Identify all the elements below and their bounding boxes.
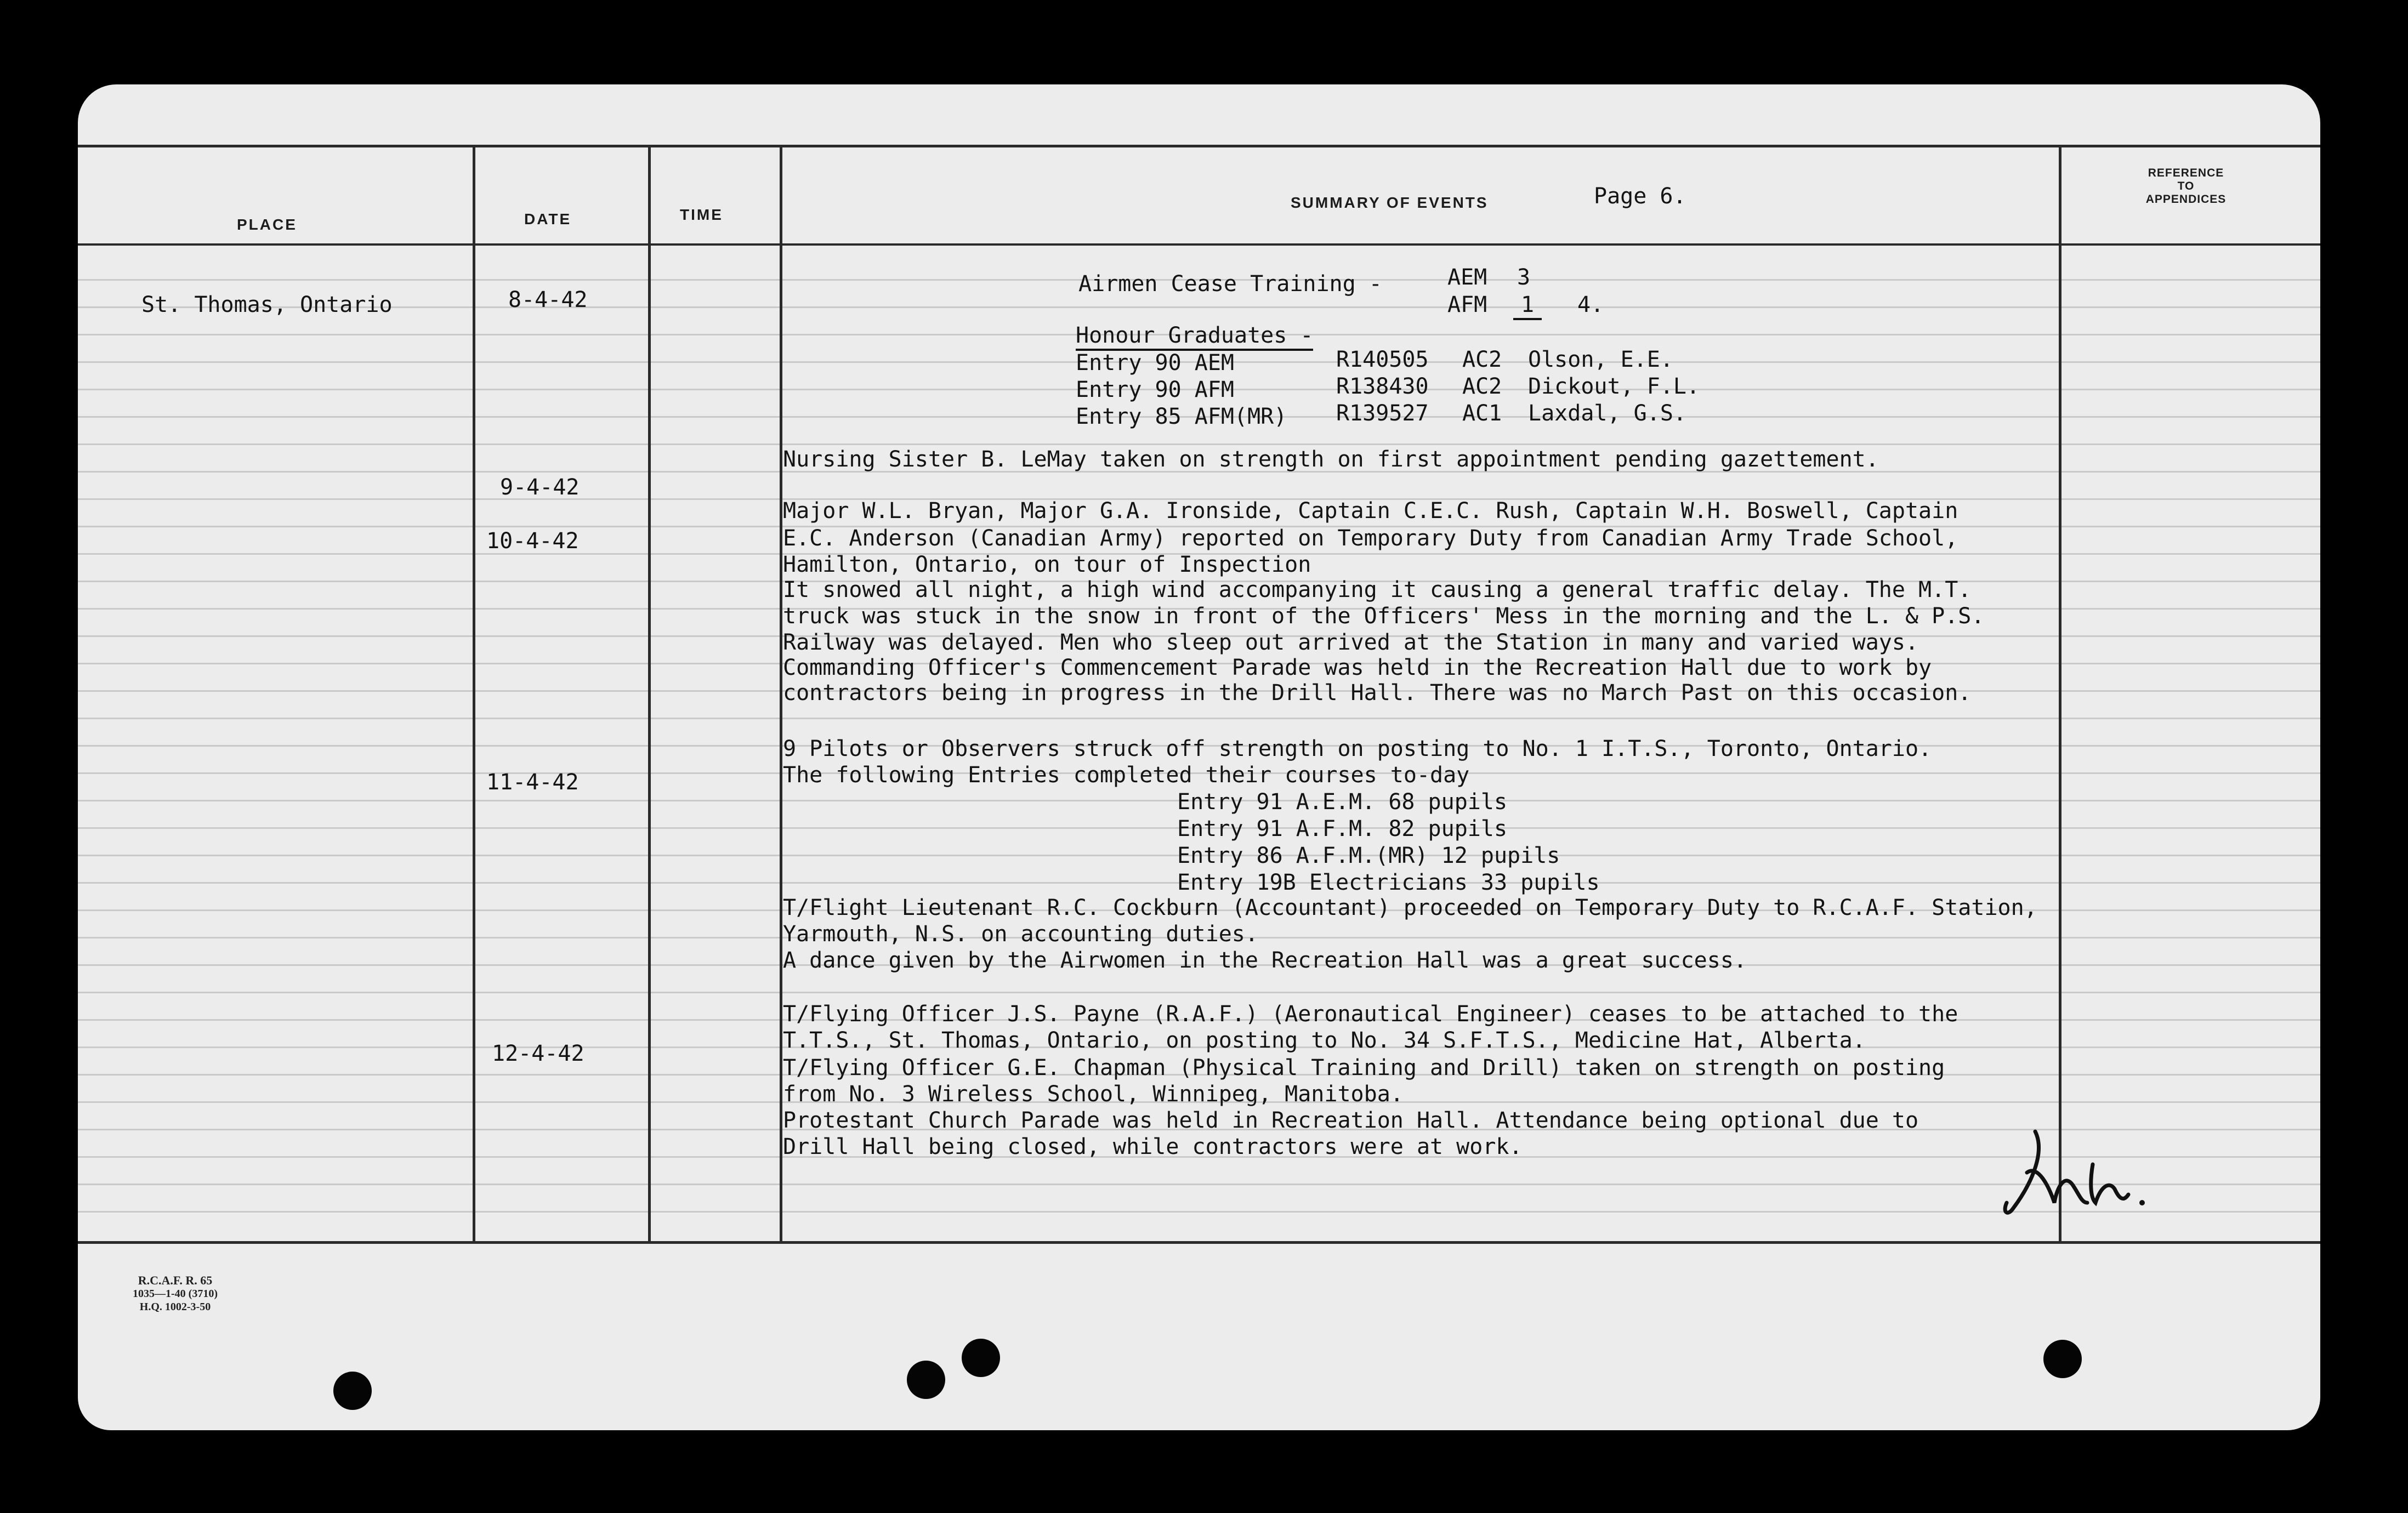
signature-initials [1997, 1120, 2194, 1225]
punch-hole [333, 1372, 372, 1410]
graduate-rank: AC2 [1462, 347, 1502, 372]
diary-form-sheet [78, 84, 2320, 1430]
cease-training-value: 1 [1513, 292, 1542, 320]
cease-training-code: AEM [1447, 265, 1487, 290]
bottom-border [78, 1241, 2320, 1244]
course-entry: Entry 91 A.E.M. 68 pupils [1177, 789, 1508, 815]
event-line: truck was stuck in the snow in front of the Officers' Mess in the morning and the L. & P.S. [783, 604, 1985, 629]
column-divider-summary [2059, 145, 2061, 1241]
graduate-number: R138430 [1336, 374, 1429, 399]
graduate-entry: Entry 85 AFM(MR) [1076, 404, 1287, 429]
header-bottom-border [78, 243, 2320, 246]
graduate-name: Laxdal, G.S. [1528, 401, 1686, 426]
graduate-entry: Entry 90 AEM [1076, 350, 1234, 376]
column-divider-date [648, 145, 651, 1241]
graduate-entry: Entry 90 AFM [1076, 377, 1234, 402]
graduate-number: R139527 [1336, 401, 1429, 426]
page-number: Page 6. [1594, 184, 1686, 209]
event-airwomen-dance: A dance given by the Airwomen in the Recreation Hall was a great success. [783, 948, 1747, 973]
event-line: Major W.L. Bryan, Major G.A. Ironside, Captain C.E.C. Rush, Captain W.H. Boswell, Captain [783, 498, 1958, 524]
event-line: Protestant Church Parade was held in Recreation Hall. Attendance being optional due to [783, 1108, 1919, 1133]
punch-hole [962, 1339, 1000, 1377]
punch-hole [2043, 1340, 2082, 1378]
event-line: T/Flight Lieutenant R.C. Cockburn (Accountant) proceeded on Temporary Duty to R.C.A.F. Station, [783, 895, 2037, 920]
column-divider-place [473, 145, 475, 1241]
column-divider-time [780, 145, 782, 1241]
cease-training-label: Airmen Cease Training - [1078, 271, 1382, 297]
header-top-border [78, 145, 2320, 147]
header-date: DATE [524, 211, 572, 227]
event-pilots-struck-off: 9 Pilots or Observers struck off strength on posting to No. 1 I.T.S., Toronto, Ontario. [783, 736, 1932, 761]
course-entry: Entry 91 A.F.M. 82 pupils [1177, 816, 1508, 841]
cease-training-total: 4. [1577, 292, 1604, 317]
event-line: T/Flying Officer G.E. Chapman (Physical Training and Drill) taken on strength on posting [783, 1055, 1945, 1080]
event-line: Commanding Officer's Commencement Parade was held in the Recreation Hall due to work by [783, 655, 1932, 680]
date-entry: 10-4-42 [486, 528, 579, 554]
date-entry: 11-4-42 [486, 770, 579, 795]
date-entry: 12-4-42 [492, 1041, 584, 1066]
event-line: contractors being in progress in the Drill Hall. There was no March Past on this occasion. [783, 680, 1972, 706]
header-time: TIME [680, 206, 723, 223]
course-entry: Entry 19B Electricians 33 pupils [1177, 870, 1600, 895]
course-entry: Entry 86 A.F.M.(MR) 12 pupils [1177, 843, 1560, 868]
event-line: Drill Hall being closed, while contractors were at work. [783, 1134, 1523, 1159]
event-line: Railway was delayed. Men who sleep out arrived at the Station in many and varied ways. [783, 630, 1919, 655]
event-line: It snowed all night, a high wind accompanying it causing a general traffic delay. The M.T. [783, 577, 1972, 602]
event-line: T.T.S., St. Thomas, Ontario, on posting to No. 34 S.F.T.S., Medicine Hat, Alberta. [783, 1028, 1866, 1053]
date-entry: 8-4-42 [508, 287, 588, 312]
event-line: Hamilton, Ontario, on tour of Inspection [783, 552, 1311, 577]
cease-training-value: 3 [1517, 265, 1531, 290]
graduate-number: R140505 [1336, 347, 1429, 372]
form-number: R.C.A.F. R. 65 1035—1-40 (3710) H.Q. 1002-3-50 [133, 1273, 218, 1313]
header-place: PLACE [237, 216, 297, 233]
event-line: E.C. Anderson (Canadian Army) reported on Temporary Duty from Canadian Army Trade School, [783, 526, 1958, 551]
header-summary: SUMMARY OF EVENTS [1291, 194, 1489, 211]
graduate-rank: AC1 [1462, 401, 1502, 426]
cease-training-code: AFM [1447, 292, 1487, 317]
header-reference-appendices: REFERENCE TO APPENDICES [2145, 167, 2227, 206]
event-line: Yarmouth, N.S. on accounting duties. [783, 922, 1258, 947]
event-nursing-sister: Nursing Sister B. LeMay taken on strength on first appointment pending gazettement. [783, 447, 1879, 472]
event-line: from No. 3 Wireless School, Winnipeg, Manitoba. [783, 1082, 1404, 1107]
honour-graduates-title: Honour Graduates - [1076, 322, 1313, 351]
event-line: T/Flying Officer J.S. Payne (R.A.F.) (Aeronautical Engineer) ceases to be attached to the [783, 1002, 1958, 1027]
graduate-name: Dickout, F.L. [1528, 374, 1700, 399]
event-courses-intro: The following Entries completed their courses to-day [783, 763, 1470, 788]
place-name: St. Thomas, Ontario [141, 292, 393, 317]
graduate-name: Olson, E.E. [1528, 347, 1673, 372]
date-entry: 9-4-42 [500, 475, 580, 500]
graduate-rank: AC2 [1462, 374, 1502, 399]
punch-hole [907, 1361, 945, 1399]
